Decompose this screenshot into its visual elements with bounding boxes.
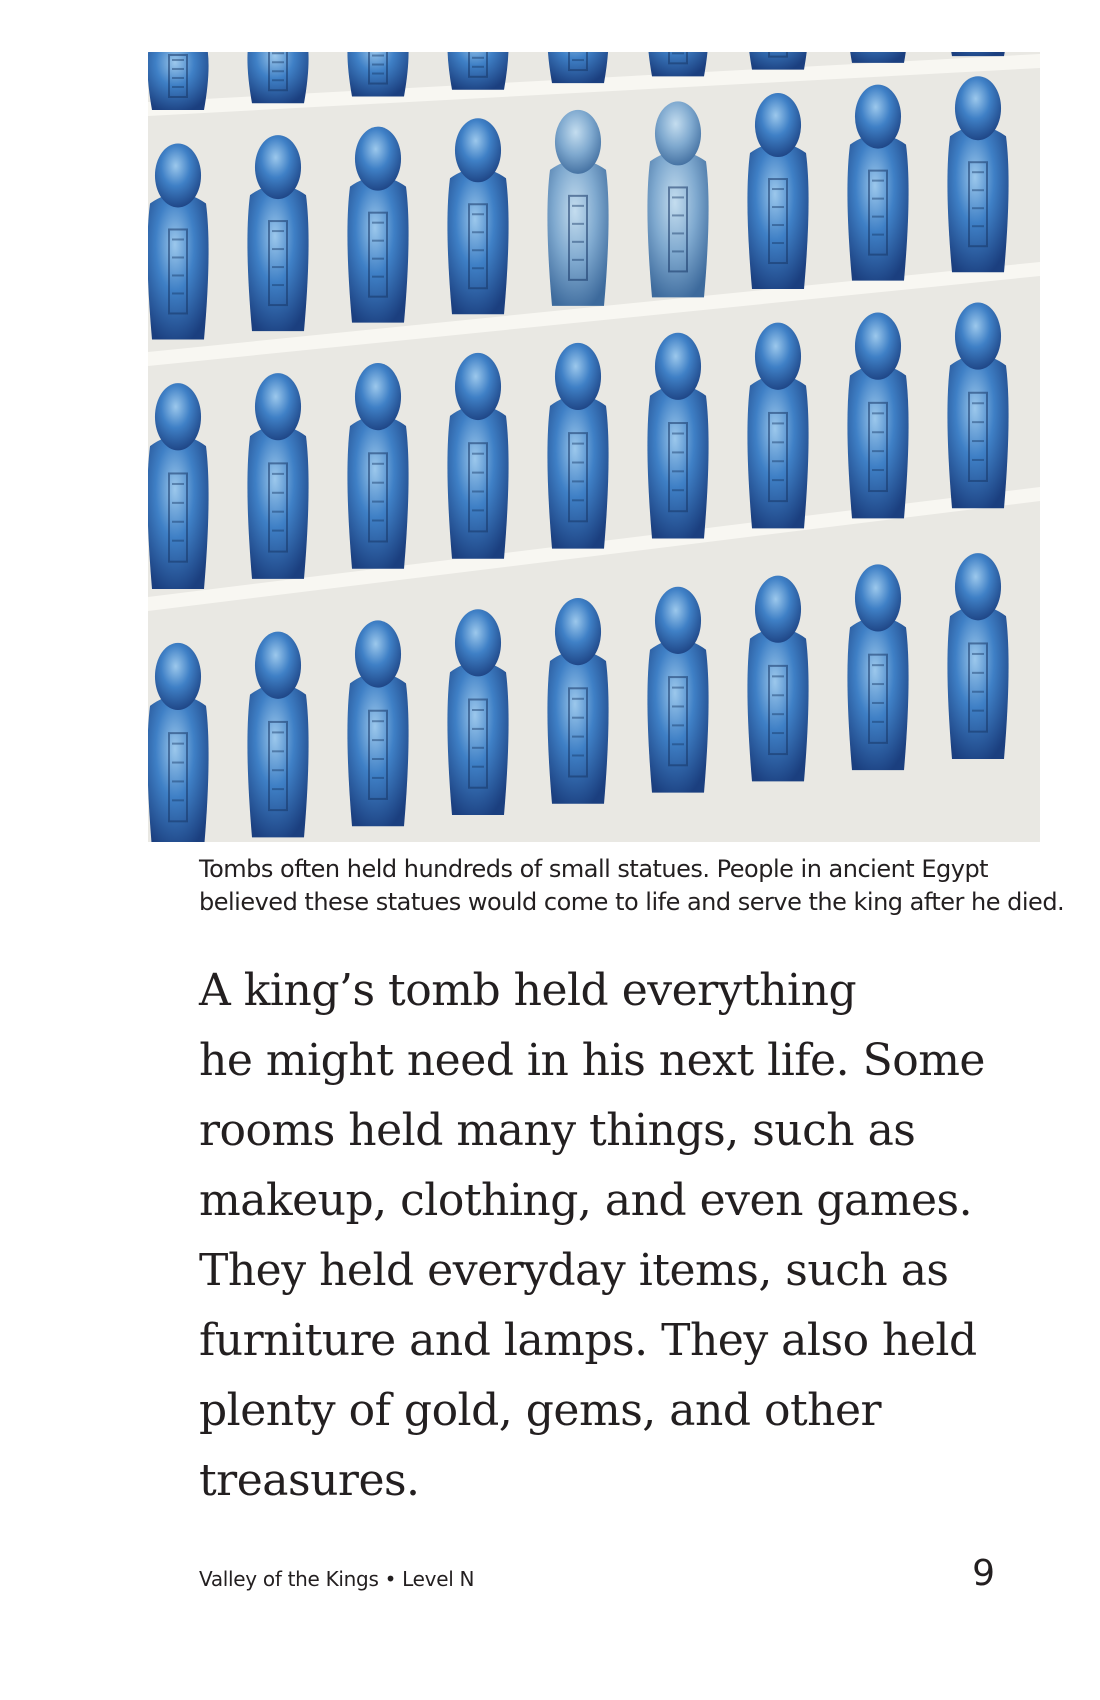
statues-photo <box>148 52 1040 842</box>
statue <box>247 632 308 838</box>
statue <box>247 373 308 579</box>
statue <box>647 587 708 793</box>
statue <box>347 620 408 826</box>
statue <box>547 52 608 83</box>
statue <box>547 110 608 306</box>
statue <box>547 343 608 549</box>
caption-line-1: Tombs often held hundreds of small statues. People in ancient Egypt <box>199 855 989 883</box>
statue <box>747 52 808 70</box>
statue <box>447 353 508 559</box>
blue-statues-illustration <box>148 52 1040 842</box>
statue <box>847 313 908 519</box>
statue <box>347 363 408 569</box>
statue <box>747 576 808 782</box>
body-line: A king’s tomb held everything <box>199 965 857 1016</box>
body-line: furniture and lamps. They also held <box>199 1315 977 1366</box>
statue <box>947 302 1008 508</box>
body-paragraph <box>199 956 1059 1516</box>
statue <box>847 52 908 63</box>
statue <box>947 52 1008 56</box>
body-line: makeup, clothing, and even games. <box>199 1175 973 1226</box>
statue <box>947 553 1008 759</box>
statue <box>947 76 1008 272</box>
statue <box>647 52 708 76</box>
statue <box>547 598 608 804</box>
statue <box>747 323 808 529</box>
statue <box>148 143 209 339</box>
statue <box>247 135 308 331</box>
statue <box>747 93 808 289</box>
statue <box>148 383 209 589</box>
statue <box>447 609 508 815</box>
statue <box>148 643 209 842</box>
page-number: 9 <box>972 1553 995 1594</box>
statue <box>347 127 408 323</box>
statue <box>447 118 508 314</box>
body-line: rooms held many things, such as <box>199 1105 916 1156</box>
statue <box>847 564 908 770</box>
statue <box>447 52 508 90</box>
statue <box>647 333 708 539</box>
caption-line-2: believed these statues would come to life and serve the king after he died. <box>199 888 1065 916</box>
statue <box>347 52 408 97</box>
statue <box>647 101 708 297</box>
body-line: They held everyday items, such as <box>199 1245 949 1296</box>
body-line: he might need in his next life. Some <box>199 1035 985 1086</box>
statue <box>847 85 908 281</box>
footer-book-title: Valley of the Kings • Level N <box>199 1567 475 1591</box>
photo-caption <box>199 853 1065 919</box>
body-line: plenty of gold, gems, and other <box>199 1385 882 1436</box>
body-line: treasures. <box>199 1455 420 1506</box>
statue <box>247 52 308 103</box>
statue <box>148 52 209 110</box>
